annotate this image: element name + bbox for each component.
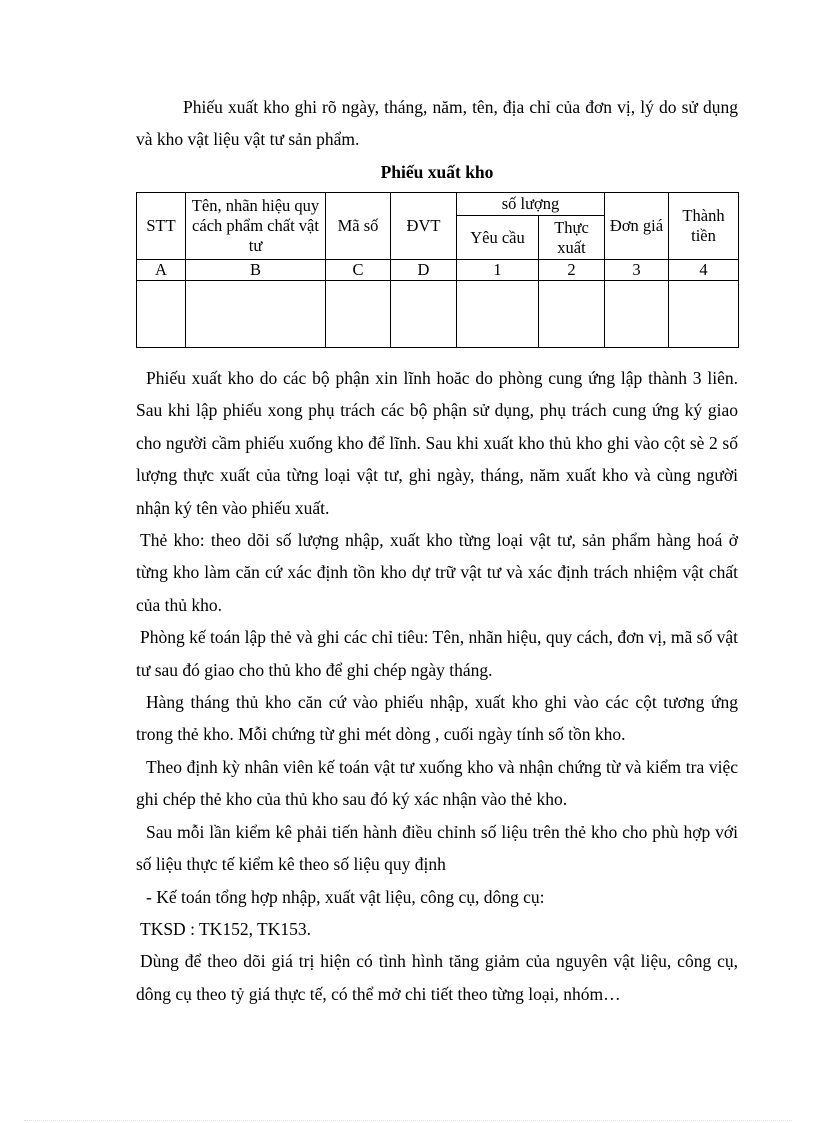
header-unit: ĐVT bbox=[391, 193, 457, 260]
page-bottom-divider bbox=[24, 1120, 792, 1121]
empty-cell bbox=[669, 281, 739, 348]
paragraph-accounting-dept: Phòng kế toán lập thẻ và ghi các chỉ tiêu: Tên, nhãn hiệu, quy cách, đơn vị, mã số vật tư sau đó giao cho thủ kho để ghi chép ngày tháng. bbox=[136, 627, 738, 680]
warehouse-issue-slip-table bbox=[136, 192, 739, 348]
empty-cell bbox=[326, 281, 391, 348]
paragraph-monthly: Hàng tháng thủ kho căn cứ vào phiếu nhập, xuất kho ghi vào các cột tương ứng trong thẻ kho. Mỗi chứng từ ghi mét dòng , cuối ngày tính số tồn kho. bbox=[136, 692, 738, 745]
index-cell: A bbox=[137, 260, 186, 281]
paragraph-stock-card: Thẻ kho: theo dõi số lượng nhập, xuất kho từng loại vật tư, sản phẩm hàng hoá ở từng kho làm căn cứ xác định tồn kho dự trữ vật tư và xác định trách nhiệm vật chất của thủ kho. bbox=[136, 530, 738, 615]
paragraph-inventory-check: Sau mỗi lần kiểm kê phải tiến hành điều chỉnh số liệu trên thẻ kho cho phù hợp với số liệu thực tế kiểm kê theo số liệu quy định bbox=[136, 821, 738, 875]
empty-cell bbox=[391, 281, 457, 348]
index-cell: 3 bbox=[605, 260, 669, 281]
header-actual: Thực xuất bbox=[539, 216, 605, 260]
empty-cell bbox=[186, 281, 326, 348]
intro-paragraph: Phiếu xuất kho ghi rõ ngày, tháng, năm, tên, địa chỉ của đơn vị, lý do sử dụng và kho vật liệu vật tư sản phẩm. bbox=[136, 97, 738, 150]
body-text bbox=[136, 362, 738, 1010]
header-code: Mã số bbox=[326, 193, 391, 260]
empty-cell bbox=[457, 281, 539, 348]
header-stt: STT bbox=[137, 193, 186, 260]
empty-cell bbox=[605, 281, 669, 348]
header-price: Đơn giá bbox=[605, 193, 669, 260]
index-cell: D bbox=[391, 260, 457, 281]
header-requested: Yêu cầu bbox=[457, 216, 539, 260]
header-quantity: số lượng bbox=[457, 193, 605, 216]
index-cell: 2 bbox=[539, 260, 605, 281]
index-cell: B bbox=[186, 260, 326, 281]
index-cell: C bbox=[326, 260, 391, 281]
paragraph-purpose: Dùng để theo dõi giá trị hiện có tình hình tăng giảm của nguyên vật liệu, công cụ, dông cụ theo tỷ giá thực tế, có thể mở chi tiết theo từng loại, nhóm… bbox=[136, 951, 738, 1004]
table-title: Phiếu xuất kho bbox=[380, 162, 494, 182]
index-cell: 4 bbox=[669, 260, 739, 281]
paragraph-issue-slip: Phiếu xuất kho do các bộ phận xin lĩnh hoăc do phòng cung ứng lập thành 3 liên. Sau khi lập phiếu xong phụ trách các bộ phận sử dụng, phụ trách cung ứng ký giao cho người cầm phiếu xuống kho để lĩnh. Sau khi xuất kho thủ kho ghi vào cột sè 2 số lượng thực xuất của từng loại vật tư, ghi ngày, tháng, năm xuất kho và cùng người nhận ký tên vào phiếu xuất. bbox=[136, 368, 738, 518]
header-amount: Thành tiền bbox=[669, 193, 739, 260]
paragraph-general-accounting: - Kế toán tổng hợp nhập, xuất vật liệu, công cụ, dông cụ: bbox=[146, 886, 545, 907]
index-cell: 1 bbox=[457, 260, 539, 281]
paragraph-periodic: Theo định kỳ nhân viên kế toán vật tư xuống kho và nhận chứng từ và kiểm tra việc ghi chép thẻ kho của thủ kho sau đó ký xác nhận vào thẻ kho. bbox=[136, 756, 738, 810]
empty-cell bbox=[539, 281, 605, 348]
empty-cell bbox=[137, 281, 186, 348]
paragraph-accounts-used: TKSD : TK152, TK153. bbox=[140, 918, 311, 939]
header-name: Tên, nhãn hiệu quy cách phẩm chất vật tư bbox=[186, 193, 326, 260]
